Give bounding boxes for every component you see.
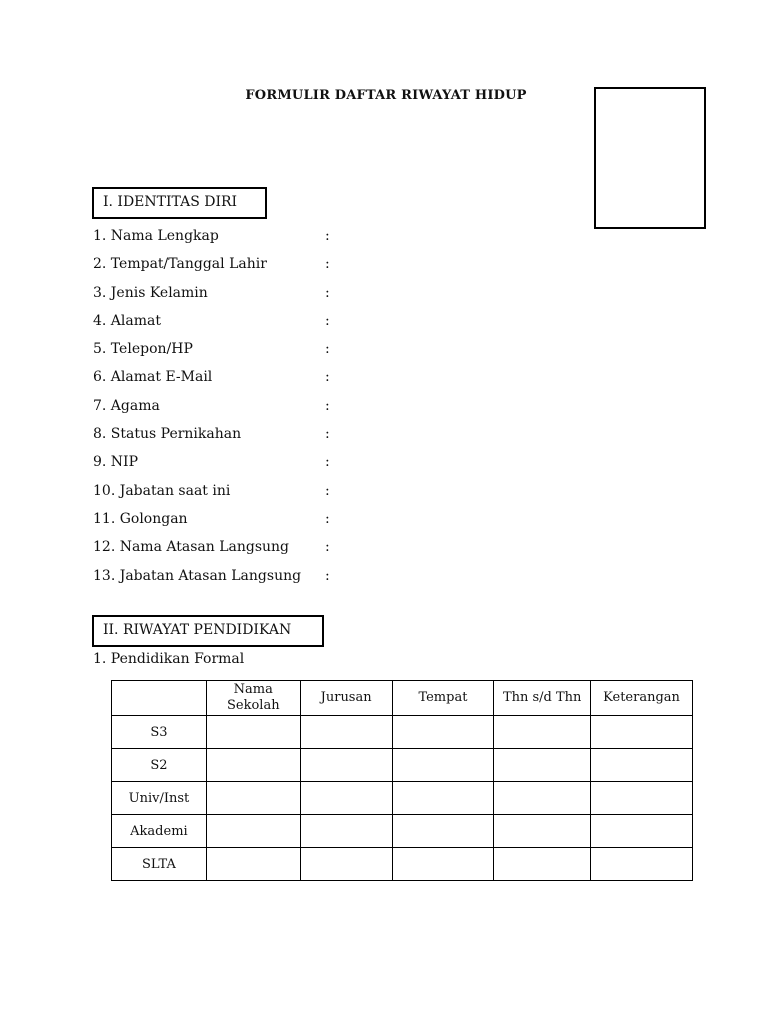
table-header-cell: Nama Sekolah [206,681,300,716]
row-label-cell: S3 [112,716,207,749]
field-label: 11. Golongan [93,510,188,527]
table-header-cell [112,681,207,716]
photo-placeholder-box [594,87,706,229]
field-label: 8. Status Pernikahan [93,426,242,443]
table-cell[interactable] [300,815,392,848]
field-colon: : [325,510,330,527]
field-colon: : [325,482,330,499]
field-colon: : [325,567,330,584]
table-cell[interactable] [591,749,693,782]
row-label-cell: Akademi [112,815,207,848]
field-label: 1. Nama Lengkap [93,228,219,244]
field-tempat-tanggal-lahir[interactable] [93,256,353,284]
table-header-row [112,681,693,716]
field-status-pernikahan[interactable] [93,426,353,454]
table-cell[interactable] [591,815,693,848]
table-cell[interactable] [494,815,591,848]
field-colon: : [325,256,330,273]
table-cell[interactable] [206,782,300,815]
table-cell[interactable] [392,815,494,848]
table-row [112,815,693,848]
field-alamat-email[interactable] [93,369,353,397]
field-golongan[interactable] [93,511,353,539]
identity-field-list [93,228,353,596]
field-label: 9. NIP [93,454,139,471]
row-label-cell: SLTA [112,848,207,881]
education-table [111,680,693,881]
field-colon: : [325,454,330,471]
field-jabatan-saat-ini[interactable] [93,483,353,511]
field-colon: : [325,284,330,301]
field-jenis-kelamin[interactable] [93,285,353,313]
field-label: 7. Agama [93,397,160,414]
table-header-cell: Thn s/d Thn [494,681,591,716]
field-label: 13. Jabatan Atasan Langsung [93,567,302,584]
table-cell[interactable] [300,848,392,881]
field-nip[interactable] [93,454,353,482]
table-cell[interactable] [591,716,693,749]
field-nama-lengkap[interactable] [93,228,353,256]
table-header-cell: Jurusan [300,681,392,716]
field-label: 10. Jabatan saat ini [93,482,231,499]
row-label-cell: S2 [112,749,207,782]
field-colon: : [325,341,330,358]
table-header-cell: Tempat [392,681,494,716]
table-cell[interactable] [300,716,392,749]
pendidikan-formal-subheading: 1. Pendidikan Formal [93,651,245,667]
table-cell[interactable] [392,848,494,881]
section-riwayat-pendidikan-heading: II. RIWAYAT PENDIDIKAN [92,615,324,647]
field-colon: : [325,426,330,443]
field-label: 5. Telepon/HP [93,341,193,358]
table-cell[interactable] [392,749,494,782]
field-colon: : [325,397,330,414]
table-cell[interactable] [206,815,300,848]
field-label: 2. Tempat/Tanggal Lahir [93,256,267,273]
table-cell[interactable] [206,848,300,881]
field-telepon-hp[interactable] [93,341,353,369]
table-cell[interactable] [300,782,392,815]
field-colon: : [325,228,330,244]
section-identitas-diri-heading: I. IDENTITAS DIRI [92,187,267,219]
table-row [112,848,693,881]
field-nama-atasan-langsung[interactable] [93,539,353,567]
table-cell[interactable] [591,848,693,881]
table-cell[interactable] [300,749,392,782]
row-label-cell: Univ/Inst [112,782,207,815]
field-label: 12. Nama Atasan Langsung [93,539,290,556]
field-agama[interactable] [93,398,353,426]
field-colon: : [325,369,330,386]
field-label: 3. Jenis Kelamin [93,284,208,301]
table-cell[interactable] [494,749,591,782]
table-cell[interactable] [392,782,494,815]
table-row [112,782,693,815]
table-header-cell: Keterangan [591,681,693,716]
table-row [112,749,693,782]
field-jabatan-atasan-langsung[interactable] [93,568,353,596]
field-alamat[interactable] [93,313,353,341]
field-colon: : [325,539,330,556]
table-cell[interactable] [494,782,591,815]
form-title: FORMULIR DAFTAR RIWAYAT HIDUP [245,88,527,103]
field-label: 4. Alamat [93,312,161,329]
table-cell[interactable] [494,848,591,881]
table-cell[interactable] [206,749,300,782]
table-cell[interactable] [591,782,693,815]
table-cell[interactable] [206,716,300,749]
table-cell[interactable] [494,716,591,749]
table-cell[interactable] [392,716,494,749]
field-label: 6. Alamat E-Mail [93,369,213,386]
table-row [112,716,693,749]
field-colon: : [325,312,330,329]
